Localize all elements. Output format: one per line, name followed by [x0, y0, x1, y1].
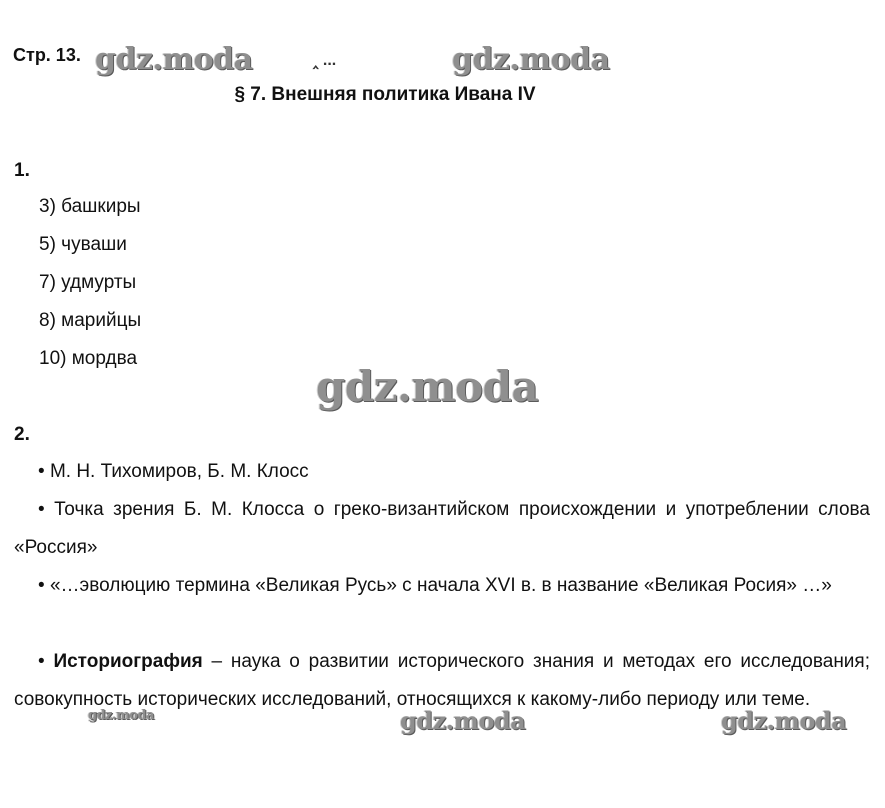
- bullet-text: Точка зрения Б. М. Клосса о греко-византийском происхождении и употреблении слова «Россия»: [14, 499, 870, 558]
- answer-item: 5) чуваши: [39, 234, 127, 255]
- bullet-text: «…эволюцию термина «Великая Русь» с начала XVI в. в название «Великая Росия» …»: [49, 575, 832, 596]
- bullet: •: [38, 651, 45, 672]
- watermark-logo: gdz.moda: [316, 362, 539, 411]
- bullet: •: [38, 499, 45, 520]
- bullet-text: М. Н. Тихомиров, Б. М. Клосс: [49, 461, 309, 482]
- question-1-number: 1.: [14, 160, 30, 181]
- watermark-logo: gdz.moda: [88, 708, 155, 723]
- bullet-item: [14, 453, 870, 491]
- question-2-number: 2.: [14, 424, 30, 445]
- watermark-logo: gdz.moda: [452, 42, 610, 77]
- watermark-logo: gdz.moda: [95, 42, 253, 77]
- bullet: •: [38, 575, 45, 596]
- bullet-item: [14, 567, 870, 605]
- page-label: Стр. 13.: [13, 45, 81, 65]
- bullet-item: [14, 491, 870, 567]
- watermark-logo: gdz.moda: [400, 706, 526, 735]
- definition-text: – наука о развитии исторического знания и методах его исследования; совокупность исторических исследований, относящихся к какому-либо периоду или теме.: [14, 651, 870, 710]
- faint-marks: ‸ ...: [313, 52, 337, 69]
- answer-item: 8) марийцы: [39, 310, 142, 331]
- section-title: § 7. Внешняя политика Ивана IV: [234, 84, 536, 105]
- answer-item: 7) удмурты: [39, 272, 137, 293]
- answer-item: 10) мордва: [39, 348, 138, 369]
- answer-item: 3) башкиры: [39, 196, 141, 217]
- definition-term: Историография: [53, 651, 203, 672]
- watermark-logo: gdz.moda: [721, 706, 847, 735]
- bullet: •: [38, 461, 45, 482]
